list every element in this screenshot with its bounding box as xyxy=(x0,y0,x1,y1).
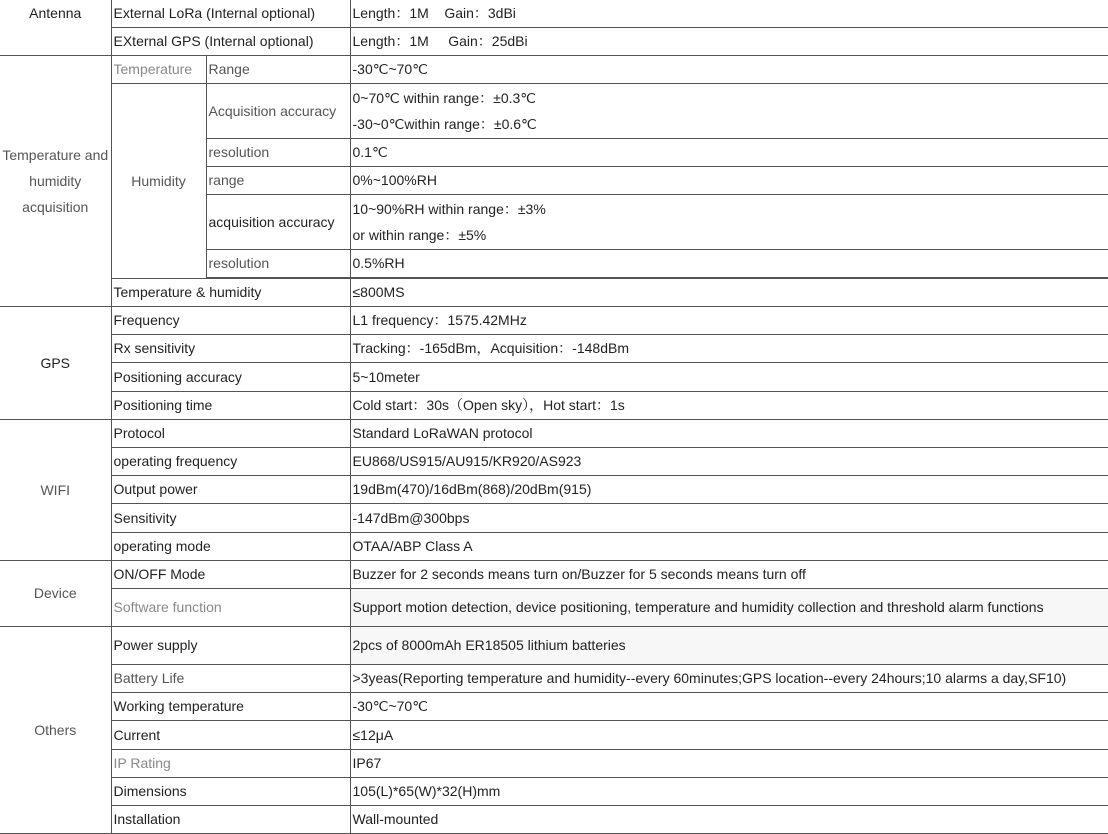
section-wifi: WIFI xyxy=(0,419,111,560)
spec-value: 0.5%RH xyxy=(350,249,1108,277)
spec-value: -30℃~70℃ xyxy=(350,55,1108,83)
spec-value: EU868/US915/AU915/KR920/AS923 xyxy=(350,447,1108,475)
value-line: or within range：±5% xyxy=(352,226,487,243)
spec-sublabel: resolution xyxy=(206,249,350,277)
spec-value: L1 frequency：1575.42MHz xyxy=(350,306,1108,334)
spec-label: External LoRa (Internal optional) xyxy=(111,0,350,27)
spec-value: Buzzer for 2 seconds means turn on/Buzzer for 5 seconds means turn off xyxy=(350,560,1108,588)
spec-value: -147dBm@300bps xyxy=(350,503,1108,532)
table-row xyxy=(0,503,1108,532)
section-antenna: Antenna xyxy=(0,0,111,55)
spec-label: Battery Life xyxy=(111,664,350,692)
spec-value: 5~10meter xyxy=(350,362,1108,391)
table-row xyxy=(0,588,1108,626)
spec-label: Temperature & humidity xyxy=(111,278,350,306)
table-row xyxy=(0,777,1108,805)
spec-label: ON/OFF Mode xyxy=(111,560,350,588)
spec-label: Working temperature xyxy=(111,692,350,720)
value-line: 10~90%RH within range：±3% xyxy=(352,200,546,217)
spec-value: Length：1M Gain：25dBi xyxy=(350,27,1108,55)
section-gps: GPS xyxy=(0,306,111,419)
table-row xyxy=(0,278,1108,306)
spec-label: Installation xyxy=(111,805,350,833)
table-row xyxy=(0,664,1108,692)
table-row xyxy=(0,447,1108,475)
table-row xyxy=(0,560,1108,588)
spec-label: Software function xyxy=(111,588,350,626)
table-row xyxy=(0,692,1108,720)
spec-label: EXternal GPS (Internal optional) xyxy=(111,27,350,55)
spec-value: Standard LoRaWAN protocol xyxy=(350,419,1108,447)
spec-sublabel: Acquisition accuracy xyxy=(206,83,350,138)
spec-value: 105(L)*65(W)*32(H)mm xyxy=(350,777,1108,805)
spec-value xyxy=(350,194,1108,249)
table-row xyxy=(0,0,1108,27)
spec-label: Power supply xyxy=(111,626,350,664)
spec-value: -30℃~70℃ xyxy=(350,692,1108,720)
section-device: Device xyxy=(0,560,111,626)
spec-label: Output power xyxy=(111,475,350,503)
table-row xyxy=(0,475,1108,503)
section-temp-humidity: Temperature and humidity acquisition xyxy=(0,55,111,306)
table-row xyxy=(0,362,1108,391)
table-row xyxy=(0,27,1108,55)
spec-value: >3yeas(Reporting temperature and humidity--every 60minutes;GPS location--every 24hours;10 alarms a day,SF10) xyxy=(350,664,1108,692)
spec-value: 2pcs of 8000mAh ER18505 lithium batteries xyxy=(350,626,1108,664)
table-row xyxy=(0,626,1108,664)
value-line: -30~0℃within range：±0.6℃ xyxy=(352,115,537,132)
spec-label: Current xyxy=(111,720,350,749)
spec-label: operating mode xyxy=(111,532,350,560)
spec-label: Protocol xyxy=(111,419,350,447)
spec-value: 0%~100%RH xyxy=(350,166,1108,194)
section-others: Others xyxy=(0,626,111,833)
spec-value: Support motion detection, device positioning, temperature and humidity collection and threshold alarm functions xyxy=(350,588,1108,626)
spec-label: Positioning time xyxy=(111,391,350,419)
spec-label: Sensitivity xyxy=(111,503,350,532)
table-row xyxy=(0,83,1108,138)
spec-value: OTAA/ABP Class A xyxy=(350,532,1108,560)
spec-label: Frequency xyxy=(111,306,350,334)
value-line: 0~70℃ within range：±0.3℃ xyxy=(352,89,537,106)
spec-value: Length：1M Gain：3dBi xyxy=(350,0,1108,27)
spec-sublabel: range xyxy=(206,166,350,194)
table-row xyxy=(0,532,1108,560)
table-row xyxy=(0,334,1108,362)
spec-label: Rx sensitivity xyxy=(111,334,350,362)
spec-sublabel: Range xyxy=(206,55,350,83)
table-row xyxy=(0,391,1108,419)
spec-value: IP67 xyxy=(350,749,1108,777)
spec-sublabel: resolution xyxy=(206,138,350,166)
spec-value: Wall-mounted xyxy=(350,805,1108,833)
spec-label: IP Rating xyxy=(111,749,350,777)
table-row xyxy=(0,306,1108,334)
spec-label: operating frequency xyxy=(111,447,350,475)
spec-value: ≤800MS xyxy=(350,278,1108,306)
table-row xyxy=(0,419,1108,447)
table-row xyxy=(0,720,1108,749)
spec-label: Temperature xyxy=(111,55,206,83)
spec-label: Positioning accuracy xyxy=(111,362,350,391)
spec-sublabel: acquisition accuracy xyxy=(206,194,350,249)
spec-value: 19dBm(470)/16dBm(868)/20dBm(915) xyxy=(350,475,1108,503)
table-row xyxy=(0,55,1108,83)
table-row xyxy=(0,805,1108,833)
spec-value: Tracking：-165dBm，Acquisition：-148dBm xyxy=(350,334,1108,362)
spec-value: 0.1℃ xyxy=(350,138,1108,166)
spec-value: ≤12μA xyxy=(350,720,1108,749)
spec-label: Humidity xyxy=(111,83,206,278)
spec-value: Cold start：30s（Open sky），Hot start：1s xyxy=(350,391,1108,419)
table-row xyxy=(0,749,1108,777)
spec-value xyxy=(350,83,1108,138)
spec-label: Dimensions xyxy=(111,777,350,805)
